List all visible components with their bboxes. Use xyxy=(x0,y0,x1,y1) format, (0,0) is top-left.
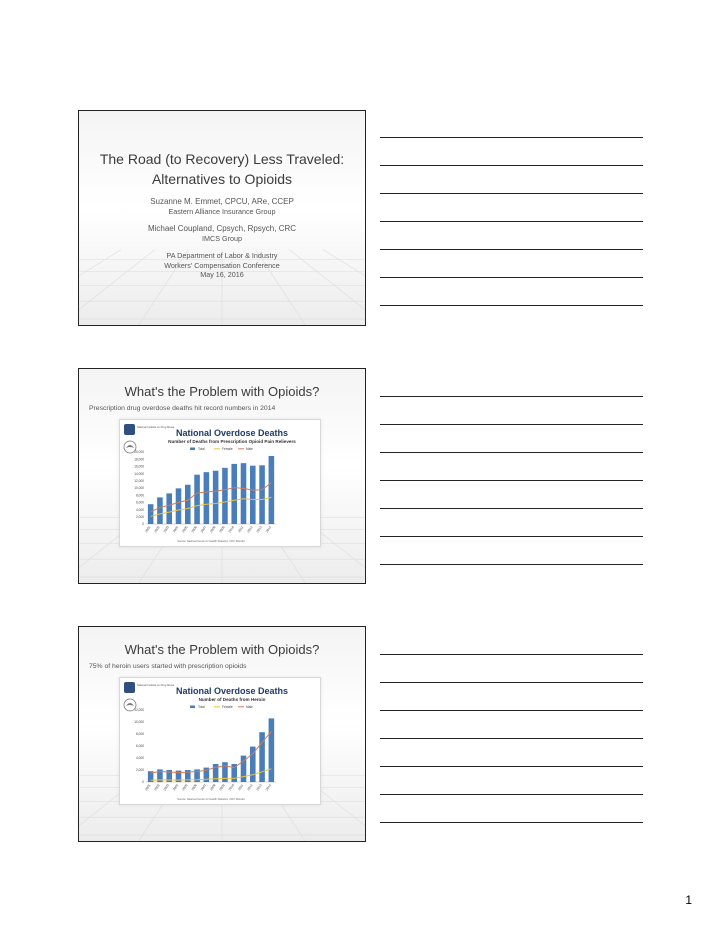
y-tick-label: 4,000 xyxy=(136,756,144,761)
x-tick-label: 2010 xyxy=(227,783,236,792)
bar-total xyxy=(269,718,275,782)
x-tick-label: 2004 xyxy=(171,525,180,534)
chart-source: Source: National Center for Health Statistics, CDC Wonder xyxy=(177,798,245,801)
note-line xyxy=(380,654,643,655)
x-tick-label: 2013 xyxy=(255,525,263,534)
bar-total xyxy=(231,464,237,524)
chart-title: National Overdose Deaths xyxy=(175,428,289,438)
legend-swatch xyxy=(190,448,195,451)
bar-total xyxy=(241,463,247,524)
x-tick-label: 2009 xyxy=(218,783,226,792)
slide-title: What's the Problem with Opioids? xyxy=(124,384,320,399)
note-line xyxy=(380,452,643,453)
bar-total xyxy=(222,468,228,524)
slide-title: The Road (to Recovery) Less Traveled: Alternatives to Opioids xyxy=(99,151,345,187)
bar-total xyxy=(194,475,200,524)
bar-total xyxy=(213,471,219,524)
bar-total xyxy=(148,504,154,524)
note-line xyxy=(380,424,643,425)
note-line xyxy=(380,564,643,565)
x-tick-label: 2008 xyxy=(209,783,217,792)
note-line xyxy=(380,249,643,250)
note-line xyxy=(380,165,643,166)
legend-label: Male xyxy=(246,447,253,451)
chart-subtitle: Number of Deaths from Prescription Opioid Pain Relievers xyxy=(168,439,296,444)
x-tick-label: 2012 xyxy=(246,525,254,534)
bar-total xyxy=(269,456,275,524)
x-tick-label: 2011 xyxy=(237,525,245,534)
chart-svg xyxy=(120,678,320,804)
slide-subtitle: 75% of heroin users started with prescription opioids xyxy=(89,663,247,670)
x-tick-label: 2001 xyxy=(144,525,152,534)
note-line xyxy=(380,682,643,683)
y-tick-label: 2,000 xyxy=(136,768,144,773)
author-name: Suzanne M. Emmet, CPCU, ARe, CCEP xyxy=(150,197,294,206)
author-org: IMCS Group xyxy=(202,233,242,243)
event-name: Workers' Compensation Conference xyxy=(164,260,280,270)
y-tick-label: 16,000 xyxy=(134,464,144,469)
note-line xyxy=(380,305,643,306)
x-tick-label: 2007 xyxy=(199,783,208,792)
slide-3 xyxy=(78,626,366,842)
legend-label: Total xyxy=(198,447,205,451)
note-line xyxy=(380,396,643,397)
y-tick-label: 8,000 xyxy=(136,732,144,737)
x-tick-label: 2006 xyxy=(190,783,198,792)
y-tick-label: 14,000 xyxy=(134,471,144,476)
x-tick-label: 2008 xyxy=(209,525,217,534)
nida-logo-icon xyxy=(124,424,135,435)
bar-total xyxy=(222,762,228,782)
slide-subtitle: Prescription drug overdose deaths hit record numbers in 2014 xyxy=(89,405,276,412)
y-tick-label: 0 xyxy=(142,522,144,527)
x-tick-label: 2005 xyxy=(181,525,189,534)
note-line xyxy=(380,221,643,222)
legend-label: Total xyxy=(198,705,205,709)
y-tick-label: 12,000 xyxy=(134,479,144,483)
slide-1 xyxy=(78,110,366,326)
bar-total xyxy=(250,466,256,524)
y-tick-label: 18,000 xyxy=(134,457,144,462)
x-tick-label: 2013 xyxy=(255,783,263,792)
note-line xyxy=(380,480,643,481)
note-line xyxy=(380,137,643,138)
x-tick-label: 2003 xyxy=(162,525,171,534)
note-line xyxy=(380,193,643,194)
note-line xyxy=(380,508,643,509)
event-host: PA Department of Labor & Industry xyxy=(166,251,278,260)
y-tick-label: 2,000 xyxy=(136,515,144,519)
chart-subtitle: Number of Deaths from Heroin xyxy=(198,697,266,702)
bar-total xyxy=(176,488,182,524)
y-tick-label: 6,000 xyxy=(136,744,144,749)
note-line xyxy=(380,536,643,537)
y-tick-label: 10,000 xyxy=(134,486,144,491)
y-tick-label: 12,000 xyxy=(134,708,144,713)
legend-label: Female xyxy=(222,447,233,451)
slide-2 xyxy=(78,368,366,584)
chart-source: Source: National Center for Health Statistics, CDC Wonder xyxy=(177,540,245,543)
note-line xyxy=(380,794,643,795)
chart-prescription-opioid-deaths xyxy=(119,419,321,547)
author-name: Michael Coupland, Cpsych, Rpsych, CRC xyxy=(147,224,297,233)
x-tick-label: 2005 xyxy=(181,783,189,792)
bar-total xyxy=(185,485,191,524)
note-line xyxy=(380,277,643,278)
chart-svg xyxy=(120,420,320,546)
y-tick-label: 20,000 xyxy=(134,450,144,455)
note-line xyxy=(380,766,643,767)
logo-text: National Institute on Drug Abuse xyxy=(137,426,175,429)
bar-total xyxy=(166,493,172,524)
legend-label: Male xyxy=(246,705,253,709)
legend-swatch xyxy=(190,706,195,709)
note-line xyxy=(380,738,643,739)
x-tick-label: 2003 xyxy=(162,783,171,792)
x-tick-label: 2006 xyxy=(190,525,198,534)
x-tick-label: 2011 xyxy=(237,783,245,792)
note-line xyxy=(380,710,643,711)
x-tick-label: 2009 xyxy=(218,525,226,534)
author-org: Eastern Alliance Insurance Group xyxy=(168,206,276,216)
chart-heroin-deaths xyxy=(119,677,321,805)
x-tick-label: 2004 xyxy=(171,783,180,792)
logo-text: National Institute on Drug Abuse xyxy=(137,684,175,687)
x-tick-label: 2001 xyxy=(144,783,152,792)
bar-total xyxy=(157,497,163,524)
x-tick-label: 2010 xyxy=(227,525,236,534)
hhs-eagle-icon xyxy=(126,703,134,706)
bar-total xyxy=(204,472,210,524)
x-tick-label: 2002 xyxy=(153,783,161,792)
bar-total xyxy=(259,465,265,524)
x-tick-label: 2007 xyxy=(199,525,208,534)
x-tick-label: 2002 xyxy=(153,525,161,534)
y-tick-label: 6,000 xyxy=(136,500,144,505)
legend-label: Female xyxy=(222,705,233,709)
nida-logo-icon xyxy=(124,682,135,693)
chart-title: National Overdose Deaths xyxy=(175,686,289,696)
hhs-eagle-icon xyxy=(126,445,134,448)
y-tick-label: 0 xyxy=(142,780,144,785)
event-date: May 16, 2016 xyxy=(200,270,244,279)
x-tick-label: 2014 xyxy=(264,525,273,534)
y-tick-label: 4,000 xyxy=(136,507,144,512)
page-number: 1 xyxy=(685,893,692,907)
x-tick-label: 2014 xyxy=(264,783,273,792)
slide-title: What's the Problem with Opioids? xyxy=(124,642,320,657)
note-line xyxy=(380,822,643,823)
x-tick-label: 2012 xyxy=(246,783,254,792)
y-tick-label: 10,000 xyxy=(134,720,144,725)
y-tick-label: 8,000 xyxy=(136,493,144,498)
